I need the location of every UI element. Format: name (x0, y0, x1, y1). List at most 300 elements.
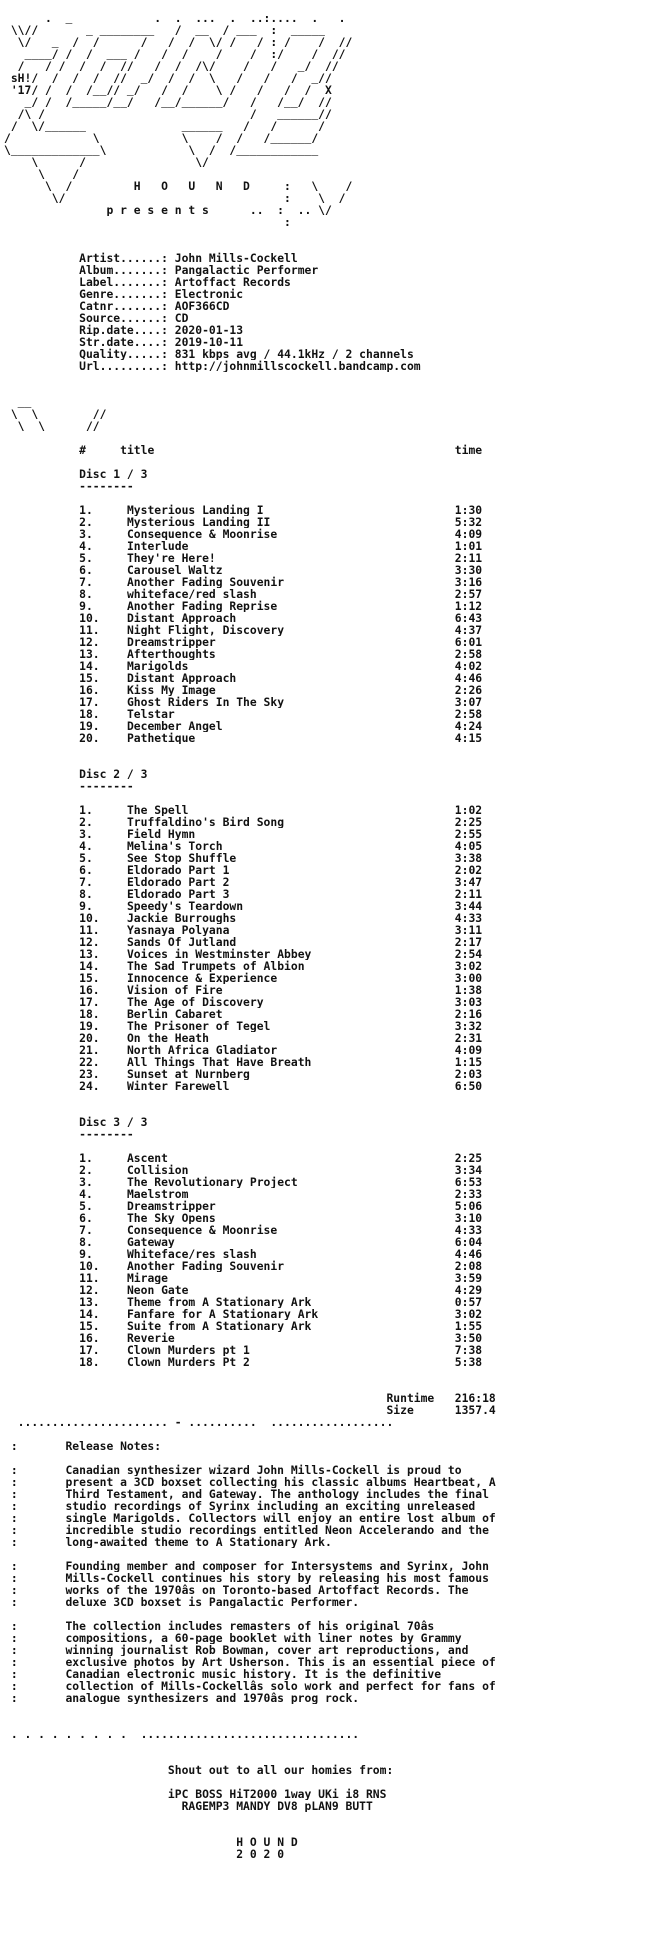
track-number: 11. (79, 1272, 100, 1284)
nfo-document (4, 12, 648, 1860)
sep (168, 348, 175, 360)
indent (4, 1200, 79, 1212)
track-row (4, 1356, 648, 1368)
ascii-art: \/ _ / / / / / \/ / / : / / // (4, 36, 353, 48)
track-title: Night Flight, Discovery (126, 624, 285, 636)
gap (168, 1272, 455, 1284)
track-title: Speedy's Teardown (126, 900, 244, 912)
gap (216, 648, 455, 660)
gap (100, 924, 127, 936)
indent (4, 1320, 79, 1332)
indent (4, 852, 79, 864)
disc-underline (4, 480, 648, 492)
notes-text: The collection includes remasters of his original 70âs (65, 1620, 435, 1632)
gap (188, 1164, 454, 1176)
ascii-art: \_____________\ \ / /____________ (4, 144, 353, 156)
track-row (4, 708, 648, 720)
gap (93, 888, 127, 900)
track-title: Truffaldino's Bird Song (126, 816, 285, 828)
gap (229, 876, 454, 888)
blank-line (4, 492, 648, 504)
track-time: 3:11 (454, 924, 483, 936)
gap (100, 936, 127, 948)
indent (4, 624, 79, 636)
sep (168, 264, 175, 276)
indent (4, 468, 79, 480)
track-number: 6. (79, 564, 93, 576)
gap (100, 648, 127, 660)
track-number: 7. (79, 876, 93, 888)
indent (4, 1296, 79, 1308)
groups-text: RAGEMP3 MANDY DV8 pLAN9 BUTT (181, 1800, 373, 1812)
track-title: Suite from A Stationary Ark (126, 1320, 312, 1332)
indent (4, 804, 79, 816)
track-number: 12. (79, 636, 100, 648)
gap (311, 948, 454, 960)
indent (4, 564, 79, 576)
track-title: The Revolutionary Project (126, 1176, 298, 1188)
track-number: 8. (79, 888, 93, 900)
track-row (4, 828, 648, 840)
ascii-art: : (4, 216, 353, 228)
header-art-line (4, 132, 648, 144)
gap (100, 1296, 127, 1308)
track-time: 1:15 (454, 1056, 483, 1068)
blank-line (4, 792, 648, 804)
gap (298, 1176, 455, 1188)
track-time: 3:59 (454, 1272, 483, 1284)
track-number: 11. (79, 624, 100, 636)
gap (311, 1320, 454, 1332)
frame: : (4, 1692, 66, 1704)
gap (100, 1332, 127, 1344)
indent (4, 300, 79, 312)
ascii-art: . . . . . . . . . ................................ (4, 1728, 360, 1740)
track-time: 2:03 (454, 1068, 483, 1080)
indent (4, 768, 79, 780)
track-title: Distant Approach (126, 612, 237, 624)
track-time: 5:06 (454, 1200, 483, 1212)
url-value: http://johnmillscockell.bandcamp.com (174, 360, 421, 372)
track-time: 4:05 (454, 840, 483, 852)
ascii-art: \/ : \ / (4, 192, 353, 204)
brand-text: H O U N D (236, 1836, 298, 1848)
track-time: 4:29 (454, 1284, 483, 1296)
gap (100, 1356, 127, 1368)
col-title: title (120, 444, 155, 456)
divider-art (4, 408, 648, 420)
disc-underline (4, 1128, 648, 1140)
track-title: Another Fading Souvenir (126, 576, 285, 588)
disc-title: Disc 3 / 3 (79, 1116, 148, 1128)
indent (4, 1068, 79, 1080)
ripdate-label: Rip.date....: (79, 324, 168, 336)
gap (311, 1056, 454, 1068)
indent (4, 840, 79, 852)
shoutout-text: Shout out to all our homies from: (167, 1764, 394, 1776)
track-number: 6. (79, 1212, 93, 1224)
notes-line (4, 1692, 648, 1704)
disc-title: Disc 1 / 3 (79, 468, 148, 480)
track-row (4, 540, 648, 552)
gap (223, 840, 455, 852)
track-number: 2. (79, 816, 93, 828)
gap (318, 1308, 455, 1320)
gap (100, 636, 127, 648)
track-number: 3. (79, 528, 93, 540)
blank-line (4, 1092, 648, 1104)
track-row (4, 996, 648, 1008)
gap (93, 1224, 127, 1236)
track-row (4, 1236, 648, 1248)
info-line-artist (4, 252, 648, 264)
gap (223, 984, 455, 996)
track-time: 6:43 (454, 612, 483, 624)
gap (257, 588, 455, 600)
header-art-line (4, 48, 648, 60)
track-title: Collision (126, 1164, 189, 1176)
track-row (4, 684, 648, 696)
track-time: 3:07 (454, 696, 483, 708)
header-art-line (4, 84, 648, 96)
gap (100, 1044, 127, 1056)
track-number: 13. (79, 648, 100, 660)
track-time: 6:53 (454, 1176, 483, 1188)
track-time: 7:38 (454, 1344, 483, 1356)
track-title: Melina's Torch (126, 840, 223, 852)
indent (4, 336, 79, 348)
track-number: 1. (79, 1152, 93, 1164)
notes-text: incredible studio recordings entitled Neon Accelerando and the (65, 1524, 489, 1536)
size-value: 1357.4 (454, 1404, 496, 1416)
track-title: Maelstrom (126, 1188, 189, 1200)
gap (216, 1212, 455, 1224)
track-row (4, 1320, 648, 1332)
track-title: Clown Murders pt 1 (126, 1344, 250, 1356)
frame: : (4, 1668, 66, 1680)
indent (4, 1128, 79, 1140)
sep (168, 336, 175, 348)
ascii-art: ...................... - .......... .................. (4, 1416, 394, 1428)
indent (4, 684, 79, 696)
gap (100, 948, 127, 960)
track-number: 19. (79, 720, 100, 732)
track-row (4, 888, 648, 900)
gap (434, 1392, 455, 1404)
indent (4, 1284, 79, 1296)
gap (188, 1284, 454, 1296)
gap (100, 1272, 127, 1284)
header-art-line (4, 216, 648, 228)
frame: : (4, 1476, 66, 1488)
indent (4, 1404, 386, 1416)
indent (4, 1260, 79, 1272)
track-number: 9. (79, 1248, 93, 1260)
track-number: 3. (79, 1176, 93, 1188)
indent (4, 1800, 182, 1812)
track-title: Eldorado Part 1 (126, 864, 230, 876)
indent (4, 1020, 79, 1032)
gap (195, 828, 455, 840)
notes-line (4, 1524, 648, 1536)
indent (4, 672, 79, 684)
header-art-line (4, 36, 648, 48)
sep (168, 360, 175, 372)
track-number: 8. (79, 1236, 93, 1248)
strdate-value: 2019-10-11 (174, 336, 244, 348)
info-line-catnr (4, 300, 648, 312)
gap (93, 1152, 127, 1164)
gap (100, 732, 127, 744)
track-row (4, 1032, 648, 1044)
gap (100, 1344, 127, 1356)
track-title: Gateway (126, 1236, 175, 1248)
gap (175, 1332, 455, 1344)
track-number: 19. (79, 1020, 100, 1032)
track-title: Jackie Burroughs (126, 912, 237, 924)
notes-line (4, 1668, 648, 1680)
ascii-art: sH!/ / / / // _/ / / \ / / / _// (4, 72, 353, 84)
gap (216, 552, 455, 564)
track-number: 10. (79, 912, 100, 924)
gap (100, 1080, 127, 1092)
indent (4, 1152, 79, 1164)
blank-line (4, 1380, 648, 1392)
track-time: 2:11 (454, 888, 483, 900)
header-art-line (4, 156, 648, 168)
frame: : (4, 1488, 66, 1500)
gap (100, 996, 127, 1008)
track-time: 4:24 (454, 720, 483, 732)
indent (4, 444, 79, 456)
notes-text: Canadian synthesizer wizard John Mills-Cockell is proud to (65, 1464, 462, 1476)
track-title: Dreamstripper (126, 1200, 216, 1212)
ascii-art: / \ \ / / /______/ (4, 132, 353, 144)
track-number: 21. (79, 1044, 100, 1056)
track-title: The Prisoner of Tegel (126, 1020, 271, 1032)
indent (4, 780, 79, 792)
track-time: 4:09 (454, 1044, 483, 1056)
indent (4, 1080, 79, 1092)
header-art-line (4, 108, 648, 120)
track-row (4, 696, 648, 708)
header-art-line (4, 192, 648, 204)
disc-header (4, 468, 648, 480)
track-time: 3:44 (454, 900, 483, 912)
track-row (4, 1296, 648, 1308)
indent (4, 1236, 79, 1248)
gap (250, 1344, 455, 1356)
indent (4, 960, 79, 972)
blank-line (4, 1368, 648, 1380)
header-art-line (4, 168, 648, 180)
track-number: 9. (79, 600, 93, 612)
gap (93, 1248, 127, 1260)
header-art-line (4, 12, 648, 24)
notes-line (4, 1572, 648, 1584)
gap (100, 960, 127, 972)
indent (4, 912, 79, 924)
track-number: 13. (79, 1296, 100, 1308)
track-number: 15. (79, 1320, 100, 1332)
gap (311, 1296, 454, 1308)
artist-value: John Mills-Cockell (174, 252, 298, 264)
gap (100, 972, 127, 984)
notes-text: works of the 1970âs on Toronto-based Artoffact Records. The (65, 1584, 469, 1596)
track-time: 2:31 (454, 1032, 483, 1044)
gap (100, 1008, 127, 1020)
indent (4, 312, 79, 324)
notes-text: Third Testament, and Gateway. The anthology includes the final (65, 1488, 489, 1500)
track-number: 23. (79, 1068, 100, 1080)
ascii-art: / / / / / // / / /\/ / / _/ // (4, 60, 353, 72)
gap (216, 684, 455, 696)
track-time: 4:15 (454, 732, 483, 744)
gap (229, 864, 454, 876)
track-title: Afterthoughts (126, 648, 216, 660)
track-row (4, 1248, 648, 1260)
track-row (4, 1152, 648, 1164)
blank-line (4, 384, 648, 396)
indent (4, 360, 79, 372)
info-line-genre (4, 288, 648, 300)
brand-line (4, 1836, 648, 1848)
frame: : (4, 1524, 66, 1536)
indent (4, 1212, 79, 1224)
gap (93, 900, 127, 912)
track-row (4, 1260, 648, 1272)
track-number: 17. (79, 996, 100, 1008)
track-title: The Age of Discovery (126, 996, 264, 1008)
frame: : (4, 1500, 66, 1512)
runtime-value: 216:18 (454, 1392, 496, 1404)
notes-title: Release Notes: (65, 1440, 162, 1452)
gap (100, 624, 127, 636)
indent (4, 900, 79, 912)
gap (93, 828, 127, 840)
gap (168, 1152, 455, 1164)
track-title: Pathetique (126, 732, 196, 744)
quality-label: Quality.....: (79, 348, 168, 360)
track-time: 1:12 (454, 600, 483, 612)
notes-line (4, 1476, 648, 1488)
track-number: 4. (79, 540, 93, 552)
gap (188, 804, 454, 816)
gap (100, 1056, 127, 1068)
gap (175, 1236, 455, 1248)
gap (100, 612, 127, 624)
blank-line (4, 240, 648, 252)
track-title: Clown Murders Pt 2 (126, 1356, 250, 1368)
disc-header (4, 768, 648, 780)
gap (270, 1020, 454, 1032)
header-art-line (4, 120, 648, 132)
label-label: Label.......: (79, 276, 168, 288)
gap (100, 984, 127, 996)
indent (4, 648, 79, 660)
gap (223, 564, 455, 576)
blank-line (4, 1812, 648, 1824)
sep (168, 288, 175, 300)
track-title: Fanfare for A Stationary Ark (126, 1308, 319, 1320)
ascii-art: \ / \/ (4, 156, 353, 168)
track-number: 1. (79, 504, 93, 516)
indent (4, 1164, 79, 1176)
gap (100, 1068, 127, 1080)
frame: : (4, 1440, 66, 1452)
track-title: Another Fading Souvenir (126, 1260, 285, 1272)
track-row (4, 1068, 648, 1080)
notes-text: present a 3CD boxset collecting his classic albums Heartbeat, A (65, 1476, 496, 1488)
track-title: Innocence & Experience (126, 972, 278, 984)
gap (100, 1320, 127, 1332)
track-title: Eldorado Part 3 (126, 888, 230, 900)
track-row (4, 1224, 648, 1236)
gap (93, 516, 127, 528)
info-line-label (4, 276, 648, 288)
header-art-line (4, 96, 648, 108)
track-time: 0:57 (454, 1296, 483, 1308)
track-number: 22. (79, 1056, 100, 1068)
indent (4, 1788, 168, 1800)
info-line-ripdate (4, 324, 648, 336)
ascii-art: \ \ // (4, 408, 127, 420)
track-number: 7. (79, 1224, 93, 1236)
indent (4, 1176, 79, 1188)
indent (4, 1848, 236, 1860)
blank-line (4, 1428, 648, 1440)
gap (93, 864, 127, 876)
ascii-art: /\ / / ______// (4, 108, 353, 120)
indent (4, 1008, 79, 1020)
frame: : (4, 1656, 66, 1668)
ascii-art: \ / H O U N D : \ / (4, 180, 353, 192)
blank-line (4, 1776, 648, 1788)
album-value: Pangalactic Performer (174, 264, 319, 276)
header-art-line (4, 72, 648, 84)
gap (195, 732, 455, 744)
indent (4, 1392, 386, 1404)
gap (93, 1200, 127, 1212)
frame: : (4, 1572, 66, 1584)
track-row (4, 1332, 648, 1344)
gap (236, 936, 455, 948)
indent (4, 1308, 79, 1320)
notes-text: studio recordings of Syrinx including an exciting unreleased (65, 1500, 476, 1512)
track-title: On the Heath (126, 1032, 209, 1044)
track-title: Distant Approach (126, 672, 237, 684)
genre-value: Electronic (174, 288, 244, 300)
track-number: 18. (79, 708, 100, 720)
track-number: 24. (79, 1080, 100, 1092)
runtime-label: Runtime (386, 1392, 435, 1404)
gap (277, 528, 455, 540)
gap (270, 516, 454, 528)
track-time: 2:25 (454, 1152, 483, 1164)
blank-line (4, 1608, 648, 1620)
notes-line (4, 1644, 648, 1656)
groups-text: iPC BOSS HiT2000 1way UKi i8 RNS (167, 1788, 387, 1800)
header-art-line (4, 144, 648, 156)
notes-line (4, 1536, 648, 1548)
blank-line (4, 1104, 648, 1116)
track-time: 2:58 (454, 648, 483, 660)
indent (4, 1344, 79, 1356)
info-line-strdate (4, 336, 648, 348)
track-title: Ghost Riders In The Sky (126, 696, 285, 708)
track-row (4, 600, 648, 612)
indent (4, 288, 79, 300)
